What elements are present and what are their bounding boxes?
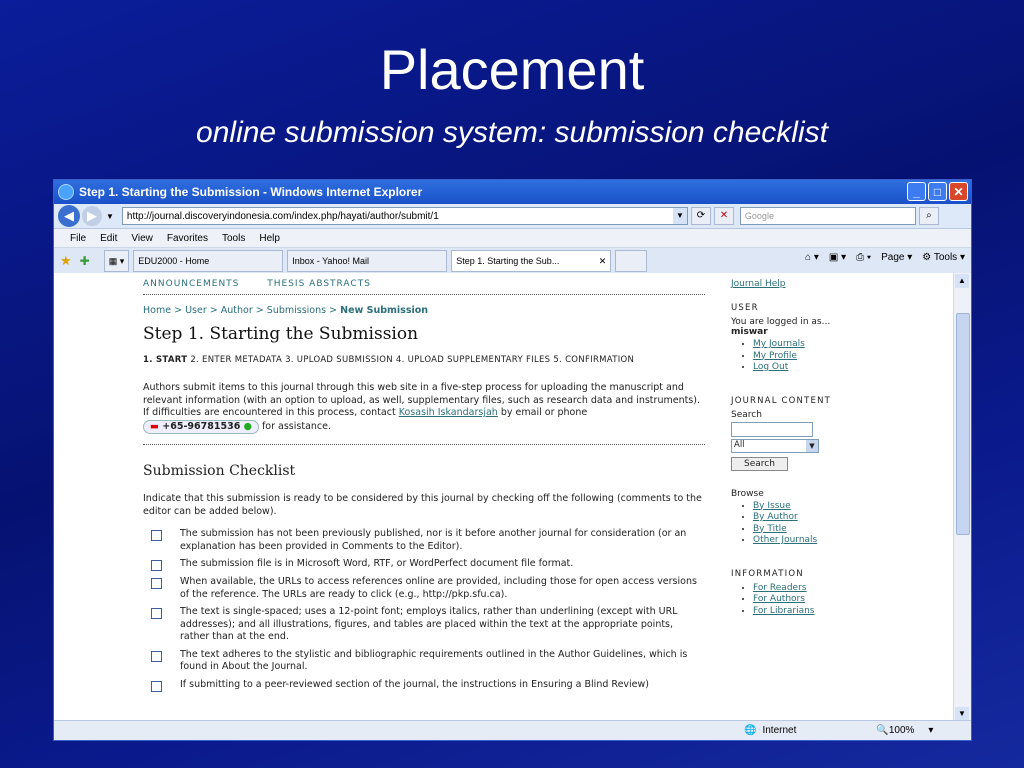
crumb-sep: > xyxy=(255,305,264,316)
for-librarians-link[interactable]: For Librarians xyxy=(753,605,815,616)
home-icon[interactable]: ⌂ ▾ xyxy=(805,252,819,263)
crumb-sep: > xyxy=(209,305,218,316)
address-bar xyxy=(54,204,971,229)
intro-text: Authors submit items to this journal through this web site in a five-step process for uploading the manuscript and relevant information (with an option to upload, as well, supplementary files, such as research data and instruments). If difficulties are encountered in this process, contact xyxy=(143,382,700,418)
url-input[interactable] xyxy=(122,207,688,225)
by-author-link[interactable]: By Author xyxy=(753,512,798,522)
checklist-checkbox[interactable] xyxy=(151,560,162,571)
checklist-item xyxy=(143,606,705,644)
scroll-thumb[interactable] xyxy=(956,313,970,535)
search-input[interactable]: Google xyxy=(740,207,916,225)
nav-thesis-abstracts[interactable]: THESIS ABSTRACTS xyxy=(267,279,371,289)
checklist-heading: Submission Checklist xyxy=(143,463,296,479)
by-email-text: by email or phone xyxy=(500,407,588,418)
title-bar xyxy=(54,180,971,204)
globe-icon: 🌐 xyxy=(744,725,757,736)
crumb-author[interactable]: Author xyxy=(220,305,253,316)
flag-icon: ▬ xyxy=(150,420,159,432)
menu-file[interactable]: File xyxy=(70,232,87,244)
checklist-text: The text is single-spaced; uses a 12-point font; employs italics, rather than underlining (except with URL addresses); and all illustrations, figures, and tables are placed within the text at the appropriate points, rather than at the end. xyxy=(180,606,678,642)
for-authors-link[interactable]: For Authors xyxy=(753,594,805,604)
menu-help[interactable]: Help xyxy=(259,232,280,244)
quick-tabs-icon[interactable]: ▦ ▾ xyxy=(104,250,130,272)
page-menu-label: Page xyxy=(881,252,905,263)
contact-link[interactable]: Kosasih Iskandarsjah xyxy=(398,407,498,418)
search-scope-value: All xyxy=(734,439,745,450)
tab-label: Step 1. Starting the Sub... xyxy=(456,256,560,266)
forward-button[interactable]: ▶ xyxy=(82,206,102,226)
browse-label: Browse xyxy=(731,488,764,499)
feeds-icon[interactable]: ▣ ▾ xyxy=(828,252,847,263)
checklist-text: If submitting to a peer-reviewed section of the journal, the instructions in Ensuring a Blind Review) xyxy=(180,678,649,690)
tab-label: Inbox - Yahoo! Mail xyxy=(292,256,369,266)
tab-bar xyxy=(54,248,971,275)
sidebar-search-button[interactable]: Search xyxy=(731,457,788,471)
zoom-dropdown-icon[interactable]: ▾ xyxy=(928,725,934,736)
close-button[interactable]: ✕ xyxy=(949,182,968,201)
checklist-text: The text adheres to the stylistic and bibliographic requirements outlined in the Author Guidelines, which is found in About the Journal. xyxy=(180,648,688,672)
checklist-checkbox[interactable] xyxy=(151,578,162,589)
tab-yahoo-mail[interactable] xyxy=(287,250,447,272)
by-issue-link[interactable]: By Issue xyxy=(753,500,791,511)
page-content xyxy=(54,273,956,722)
crumb-sep: > xyxy=(174,305,183,316)
main-column xyxy=(143,273,705,692)
crumb-submissions[interactable]: Submissions xyxy=(266,305,327,316)
tab-label: EDU2000 - Home xyxy=(138,256,210,266)
stop-icon[interactable]: ✕ xyxy=(714,207,734,225)
sidebar xyxy=(731,273,931,617)
checklist-item xyxy=(143,649,705,674)
journal-content-heading: JOURNAL CONTENT xyxy=(731,395,832,406)
sidebar-search-input[interactable] xyxy=(731,422,813,437)
slide-title: Placement xyxy=(379,38,645,101)
username: miswar xyxy=(731,327,768,337)
vertical-scrollbar[interactable] xyxy=(953,273,971,722)
checklist-item xyxy=(143,528,705,553)
zoom-icon[interactable]: 🔍 xyxy=(876,725,889,736)
top-nav xyxy=(143,273,705,295)
logged-in-text: You are logged in as... xyxy=(731,317,831,327)
user-heading: USER xyxy=(731,303,759,313)
new-tab-button[interactable] xyxy=(615,250,647,272)
ie-icon xyxy=(58,184,74,200)
checklist-checkbox[interactable] xyxy=(151,608,162,619)
search-scope-select[interactable] xyxy=(731,439,819,453)
my-journals-link[interactable]: My Journals xyxy=(753,339,805,349)
nav-announcements[interactable]: ANNOUNCEMENTS xyxy=(143,279,240,289)
user-links xyxy=(731,339,931,374)
checklist-checkbox[interactable] xyxy=(151,530,162,541)
phone-badge[interactable] xyxy=(143,420,259,435)
by-title-link[interactable]: By Title xyxy=(753,523,787,534)
status-zone: Internet xyxy=(762,725,797,736)
slide-subtitle: online submission system: submission checklist xyxy=(196,116,828,149)
checklist-intro: Indicate that this submission is ready to be considered by this journal by checking off the following (comments to the editor can be added below). xyxy=(143,493,702,517)
zoom-level[interactable]: 100% xyxy=(888,725,915,736)
info-links xyxy=(731,583,931,618)
step-rest: 2. ENTER METADATA 3. UPLOAD SUBMISSION 4. UPLOAD SUPPLEMENTARY FILES 5. CONFIRMATION xyxy=(190,355,635,365)
page-menu[interactable]: Page ▾ xyxy=(881,252,913,263)
favorites-star-icon[interactable]: ★ xyxy=(60,253,72,268)
tab-edu2000[interactable] xyxy=(133,250,283,272)
page-title: Step 1. Starting the Submission xyxy=(143,324,419,344)
my-profile-link[interactable]: My Profile xyxy=(753,350,797,361)
checklist-text: The submission file is in Microsoft Word, RTF, or WordPerfect document file format. xyxy=(180,558,574,569)
checklist-text: The submission has not been previously published, nor is it before another journal for consideration (or an explanation has been provided in Comments to the Editor). xyxy=(180,528,687,552)
menu-bar xyxy=(54,229,971,248)
checklist-checkbox[interactable] xyxy=(151,681,162,692)
close-tab-icon[interactable]: ✕ xyxy=(598,255,607,266)
step-current: 1. START xyxy=(143,355,188,365)
search-icon[interactable]: ⌕ xyxy=(919,207,939,225)
history-dropdown-icon[interactable]: ▼ xyxy=(106,211,114,221)
breadcrumb xyxy=(143,305,705,316)
divider xyxy=(143,444,705,445)
scroll-down-icon[interactable]: ▼ xyxy=(955,707,969,721)
information-heading: INFORMATION xyxy=(731,568,804,579)
tools-menu[interactable]: ⚙ Tools ▾ xyxy=(922,252,965,263)
refresh-icon[interactable]: ⟳ xyxy=(691,207,711,225)
scroll-up-icon[interactable]: ▲ xyxy=(955,274,969,288)
other-journals-link[interactable]: Other Journals xyxy=(753,535,818,545)
crumb-sep: > xyxy=(329,305,338,316)
print-icon[interactable]: ⎙ ▾ xyxy=(856,252,872,263)
add-favorite-icon[interactable]: ✚ xyxy=(79,254,90,268)
assistance-text: for assistance. xyxy=(261,420,331,432)
window-title: Step 1. Starting the Submission - Windows Internet Explorer xyxy=(79,185,423,199)
menu-tools[interactable]: Tools xyxy=(221,232,246,244)
browse-links xyxy=(731,501,931,547)
step-list xyxy=(143,354,705,366)
status-bar xyxy=(54,720,971,740)
journal-help-link[interactable]: Journal Help xyxy=(731,279,786,289)
browser-window xyxy=(53,179,972,741)
log-out-link[interactable]: Log Out xyxy=(753,362,789,372)
search-label: Search xyxy=(731,409,762,420)
minimize-button[interactable]: _ xyxy=(907,182,926,201)
checklist-item xyxy=(143,576,705,601)
call-icon: ● xyxy=(243,420,252,432)
intro-paragraph xyxy=(143,382,705,434)
tools-menu-label: Tools xyxy=(933,252,958,263)
phone-number: +65-96781536 xyxy=(162,420,241,432)
menu-edit[interactable]: Edit xyxy=(100,232,118,244)
checklist-item xyxy=(143,558,705,571)
crumb-user[interactable]: User xyxy=(185,305,207,316)
checklist-item xyxy=(143,679,705,692)
checklist-text: When available, the URLs to access references online are provided, including those for open access versions of the reference. The URLs are ready to click (e.g., http://pkp.sfu.ca). xyxy=(180,576,697,600)
checklist-checkbox[interactable] xyxy=(151,651,162,662)
url-dropdown-icon[interactable]: ▼ xyxy=(673,208,687,224)
crumb-current[interactable]: New Submission xyxy=(340,305,429,316)
back-button[interactable]: ◀ xyxy=(58,205,80,227)
tab-submission[interactable] xyxy=(451,250,611,272)
menu-favorites[interactable]: Favorites xyxy=(166,232,208,244)
menu-view[interactable]: View xyxy=(131,232,153,244)
for-readers-link[interactable]: For Readers xyxy=(753,582,807,593)
chevron-down-icon: ▼ xyxy=(806,440,818,452)
crumb-home[interactable]: Home xyxy=(143,305,172,316)
maximize-button[interactable]: □ xyxy=(928,182,947,201)
url-text: http://journal.discoveryindonesia.com/index.php/hayati/author/submit/1 xyxy=(126,210,439,222)
